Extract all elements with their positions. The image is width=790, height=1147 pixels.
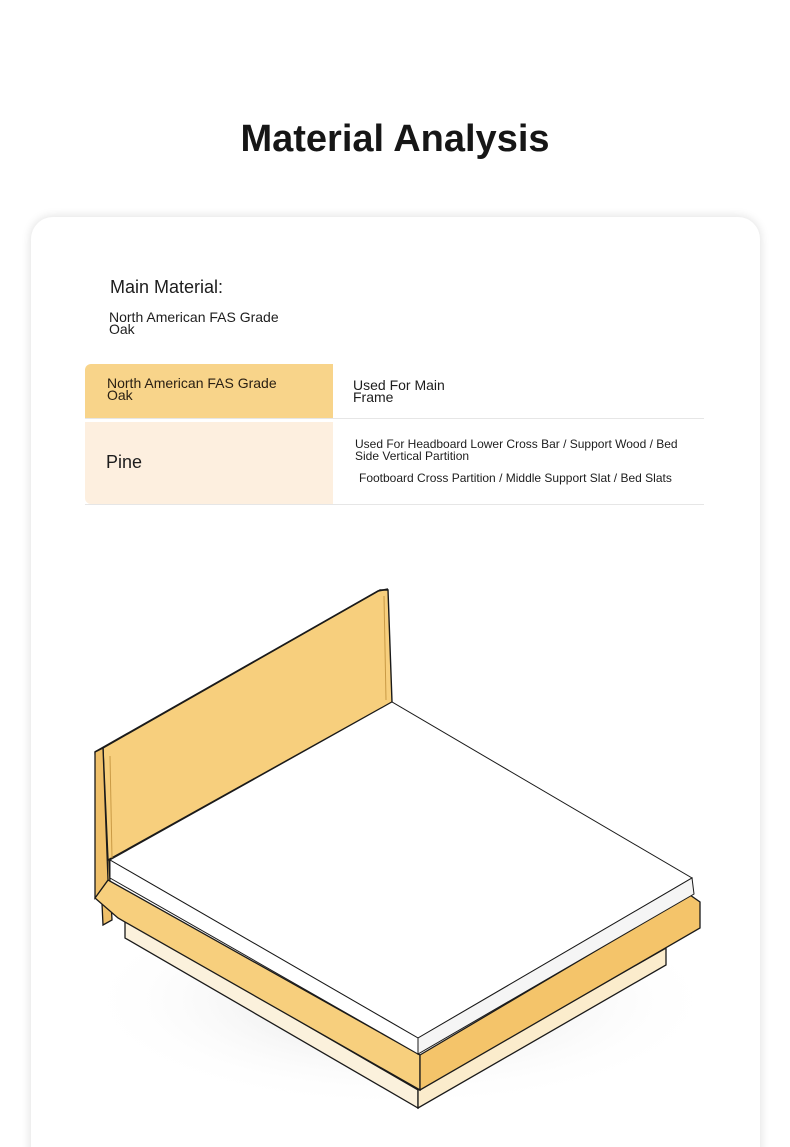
main-material-value: North American FAS Grade Oak [109,309,279,337]
material-name-pine: Pine [106,452,143,472]
material-row-pine [85,422,704,505]
material-usage-pine-2: Footboard Cross Partition / Middle Support Slat / Bed Slats [359,471,672,485]
main-material-label: Main Material: [110,277,224,297]
material-usage-pine-1: Used For Headboard Lower Cross Bar / Support Wood / Bed Side Vertical Partition [355,437,678,463]
material-row-oak [85,364,704,419]
material-table [85,364,704,505]
bed-frame-illustration [80,580,720,1120]
material-usage-oak: Used For Main Frame [353,377,445,405]
material-name-cell [85,364,333,418]
material-name-cell [85,422,333,504]
page-title: Material Analysis [240,118,550,160]
material-name-oak: North American FAS Grade Oak [107,375,277,403]
